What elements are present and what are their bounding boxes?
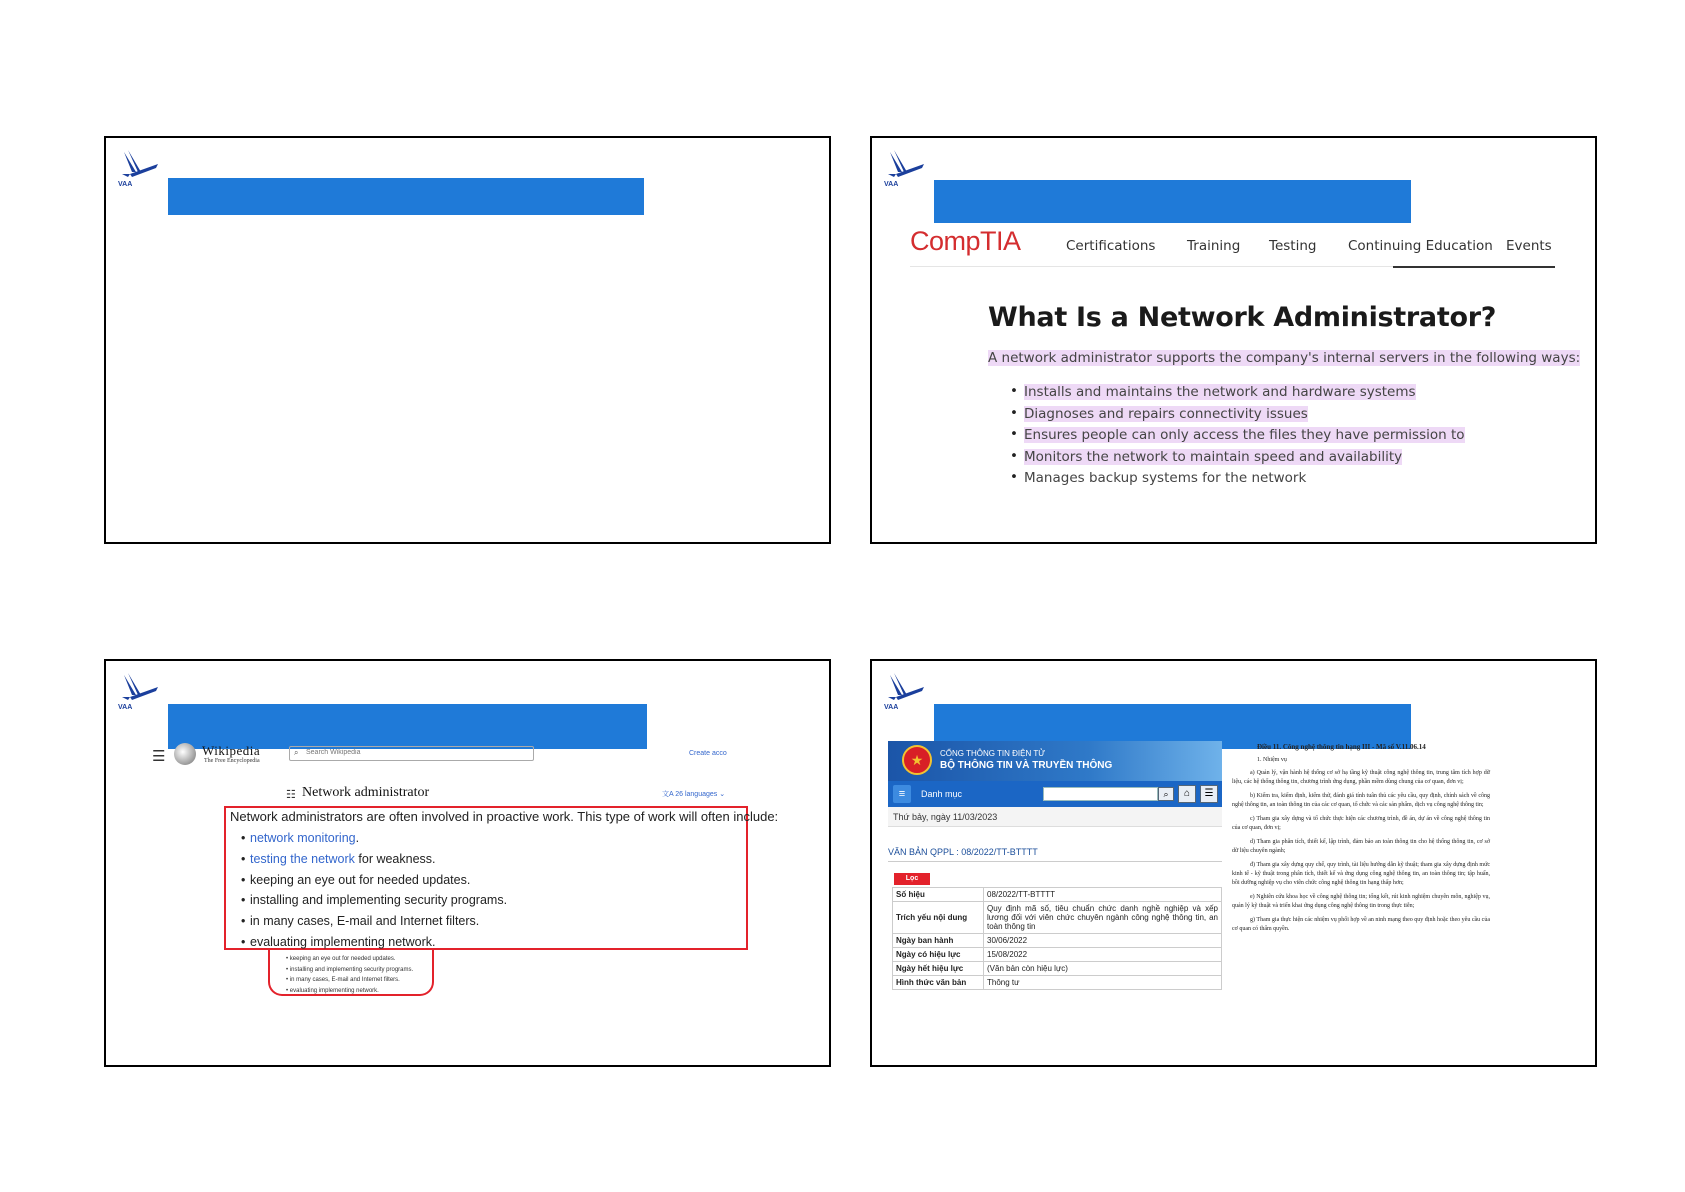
paragraph: g) Tham gia thực hiện các nhiệm vụ phối hợp về an ninh mạng theo quy định hoặc theo yêu cầu của cơ quan có thẩm quyền. (1232, 917, 1490, 932)
table-row: Hình thức văn bản Thông tư (893, 976, 1222, 990)
list-item: • evaluating implementing network. (286, 987, 379, 994)
regulation-article (1232, 743, 1490, 939)
portal-title: BỘ THÔNG TIN VÀ TRUYỀN THÔNG (940, 760, 1113, 771)
divider (888, 861, 1222, 862)
list-item: • keeping an eye out for needed updates. (286, 956, 396, 962)
portal-banner (888, 741, 1222, 781)
nav-training[interactable]: Training (1187, 238, 1241, 254)
nav-events[interactable]: Events (1506, 238, 1552, 254)
vaa-logo-icon (116, 669, 160, 711)
vaa-logo-icon (882, 146, 926, 188)
duties-list (1010, 384, 1465, 492)
search-input[interactable] (289, 746, 534, 761)
table-row: Số hiệu 08/2022/TT-BTTTT (893, 888, 1222, 902)
small-annotation-box (268, 950, 434, 996)
list-item: • keeping an eye out for needed updates. (242, 873, 507, 894)
article-heading: Điều 11. Công nghệ thông tin hạng III - Mã số V.11.06.14 (1257, 743, 1426, 751)
slide-1 (104, 136, 831, 544)
svg-text:VAA: VAA (884, 704, 899, 711)
portal-menu-bar (888, 781, 1222, 807)
wikipedia-globe-icon[interactable] (174, 743, 196, 765)
wikipedia-tagline: The Free Encyclopedia (204, 758, 260, 764)
paragraph: b) Kiểm tra, kiểm định, kiểm thử, đánh giá tính tuân thủ các yêu cầu, quy định, chính sách về công nghệ thông tin, an toàn thông tin của các cơ quan, tổ chức và các sản phẩm, dịch vụ công nghệ thông tin; (1232, 793, 1490, 808)
work-list (242, 831, 507, 956)
table-row: Trích yếu nội dung Quy định mã số, tiêu chuẩn chức danh nghề nghiệp và xếp lương đối với viên chức chuyên ngành công nghệ thông tin, an toàn thông tin (893, 902, 1222, 934)
list-item: • network monitoring. (242, 831, 507, 852)
nav-testing[interactable]: Testing (1269, 238, 1317, 254)
search-placeholder: Search Wikipedia (306, 749, 361, 756)
list-item: • testing the network for weakness. (242, 852, 507, 873)
list-item: • Installs and maintains the network and hardware systems (1010, 384, 1465, 406)
vaa-logo-icon (882, 669, 926, 711)
toc-icon[interactable]: ☷ (286, 789, 296, 801)
nav-active-underline (1393, 266, 1555, 268)
home-icon[interactable]: ⌂ (1178, 785, 1196, 803)
table-row: Ngày có hiệu lực 15/08/2022 (893, 948, 1222, 962)
list-item: • evaluating implementing network. (242, 935, 507, 956)
slide-4 (870, 659, 1597, 1067)
link-network-monitoring[interactable]: network monitoring (250, 831, 356, 845)
national-emblem-icon: ★ (902, 745, 932, 775)
article-subheading: 1. Nhiệm vụ (1257, 757, 1287, 763)
svg-text:VAA: VAA (118, 181, 133, 188)
paragraph: đ) Tham gia xây dựng quy chế, quy trình, tài liệu hướng dẫn kỹ thuật; tham gia xây dựng định mức kinh tế - kỹ thuật trong phân tích, thiết kế và ứng dụng công nghệ thông tin, an toàn thông tin; tập huấn, bồi dưỡng nghiệp vụ cho viên chức công nghệ thông tin hạng thấp hơn; (1232, 862, 1490, 886)
paragraph: a) Quản lý, vận hành hệ thống cơ sở hạ tầng kỹ thuật công nghệ thông tin, trung tâm tích hợp dữ liệu, các hệ thống thông tin, chương trình ứng dụng, phần mềm dùng chung của cơ quan, đơn vị; (1232, 770, 1490, 785)
menu-icon[interactable]: ☰ (152, 748, 166, 765)
comptia-logo[interactable]: CompTIA (910, 226, 1021, 256)
list-icon[interactable]: ☰ (1200, 785, 1218, 803)
paragraph: e) Nghiên cứu khoa học về công nghệ thông tin; tổng kết, rút kinh nghiệm chuyên môn, nghiệp vụ, quản lý kỹ thuật và triển khai ứng dụng công nghệ thông tin trong thực tiễn; (1232, 894, 1490, 909)
search-icon: ⌕ (294, 748, 299, 757)
svg-text:VAA: VAA (884, 181, 899, 188)
article-intro: A network administrator supports the company's internal servers in the following ways: (988, 350, 1581, 366)
filter-button[interactable]: Lọc (894, 873, 930, 885)
menu-icon[interactable]: ≡ (893, 785, 911, 803)
wikipedia-wordmark[interactable]: Wikipedia (202, 743, 261, 758)
current-date: Thứ bảy, ngày 11/03/2023 (888, 807, 1222, 827)
list-item: • installing and implementing security programs. (242, 893, 507, 914)
table-row: Ngày hết hiệu lực (Văn bản còn hiệu lực) (893, 962, 1222, 976)
title-bar (168, 178, 644, 215)
list-item: • in many cases, E-mail and Internet filters. (286, 977, 400, 983)
search-icon[interactable]: ⌕ (1158, 787, 1174, 801)
article-heading: What Is a Network Administrator? (988, 302, 1497, 333)
list-item: • Diagnoses and repairs connectivity issues (1010, 406, 1465, 428)
vaa-logo-icon (116, 146, 160, 188)
nav-certifications[interactable]: Certifications (1066, 238, 1156, 254)
list-item: • Monitors the network to maintain speed and availability (1010, 449, 1465, 471)
title-bar (934, 180, 1411, 223)
list-item: • Ensures people can only access the files they have permission to (1010, 427, 1465, 449)
document-info-table (892, 887, 1222, 990)
languages-button[interactable]: 文A 26 languages ⌄ (662, 791, 726, 798)
list-item: • installing and implementing security programs. (286, 966, 414, 973)
menu-label[interactable]: Danh mục (921, 789, 963, 799)
document-reference: VĂN BẢN QPPL : 08/2022/TT-BTTTT (888, 847, 1038, 857)
ministry-portal (888, 741, 1222, 1009)
list-item: • Manages backup systems for the network (1010, 470, 1465, 492)
search-input[interactable] (1043, 787, 1158, 801)
slide-3 (104, 659, 831, 1067)
svg-text:VAA: VAA (118, 704, 133, 711)
create-account-link[interactable]: Create acco (689, 750, 727, 757)
paragraph: d) Tham gia phân tích, thiết kế, lập trình, đảm bảo an toàn thông tin cho hệ thống thông tin, cơ sở dữ liệu chuyên ngành; (1232, 839, 1490, 854)
nav-continuing-education[interactable]: Continuing Education (1348, 238, 1493, 254)
paragraph: c) Tham gia xây dựng và tổ chức thực hiện các chương trình, đề án, dự án về công nghệ thông tin của cơ quan, đơn vị; (1232, 816, 1490, 831)
table-row: Ngày ban hành 30/06/2022 (893, 934, 1222, 948)
link-testing-network[interactable]: testing the network (250, 851, 355, 866)
comptia-nav (910, 226, 1555, 267)
slide-2 (870, 136, 1597, 544)
article-intro: Network administrators are often involved in proactive work. This type of work will often include: (230, 809, 779, 824)
article-title: Network administrator (302, 785, 430, 800)
portal-subtitle: CỔNG THÔNG TIN ĐIỆN TỬ (940, 749, 1046, 758)
list-item: • in many cases, E-mail and Internet filters. (242, 914, 507, 935)
